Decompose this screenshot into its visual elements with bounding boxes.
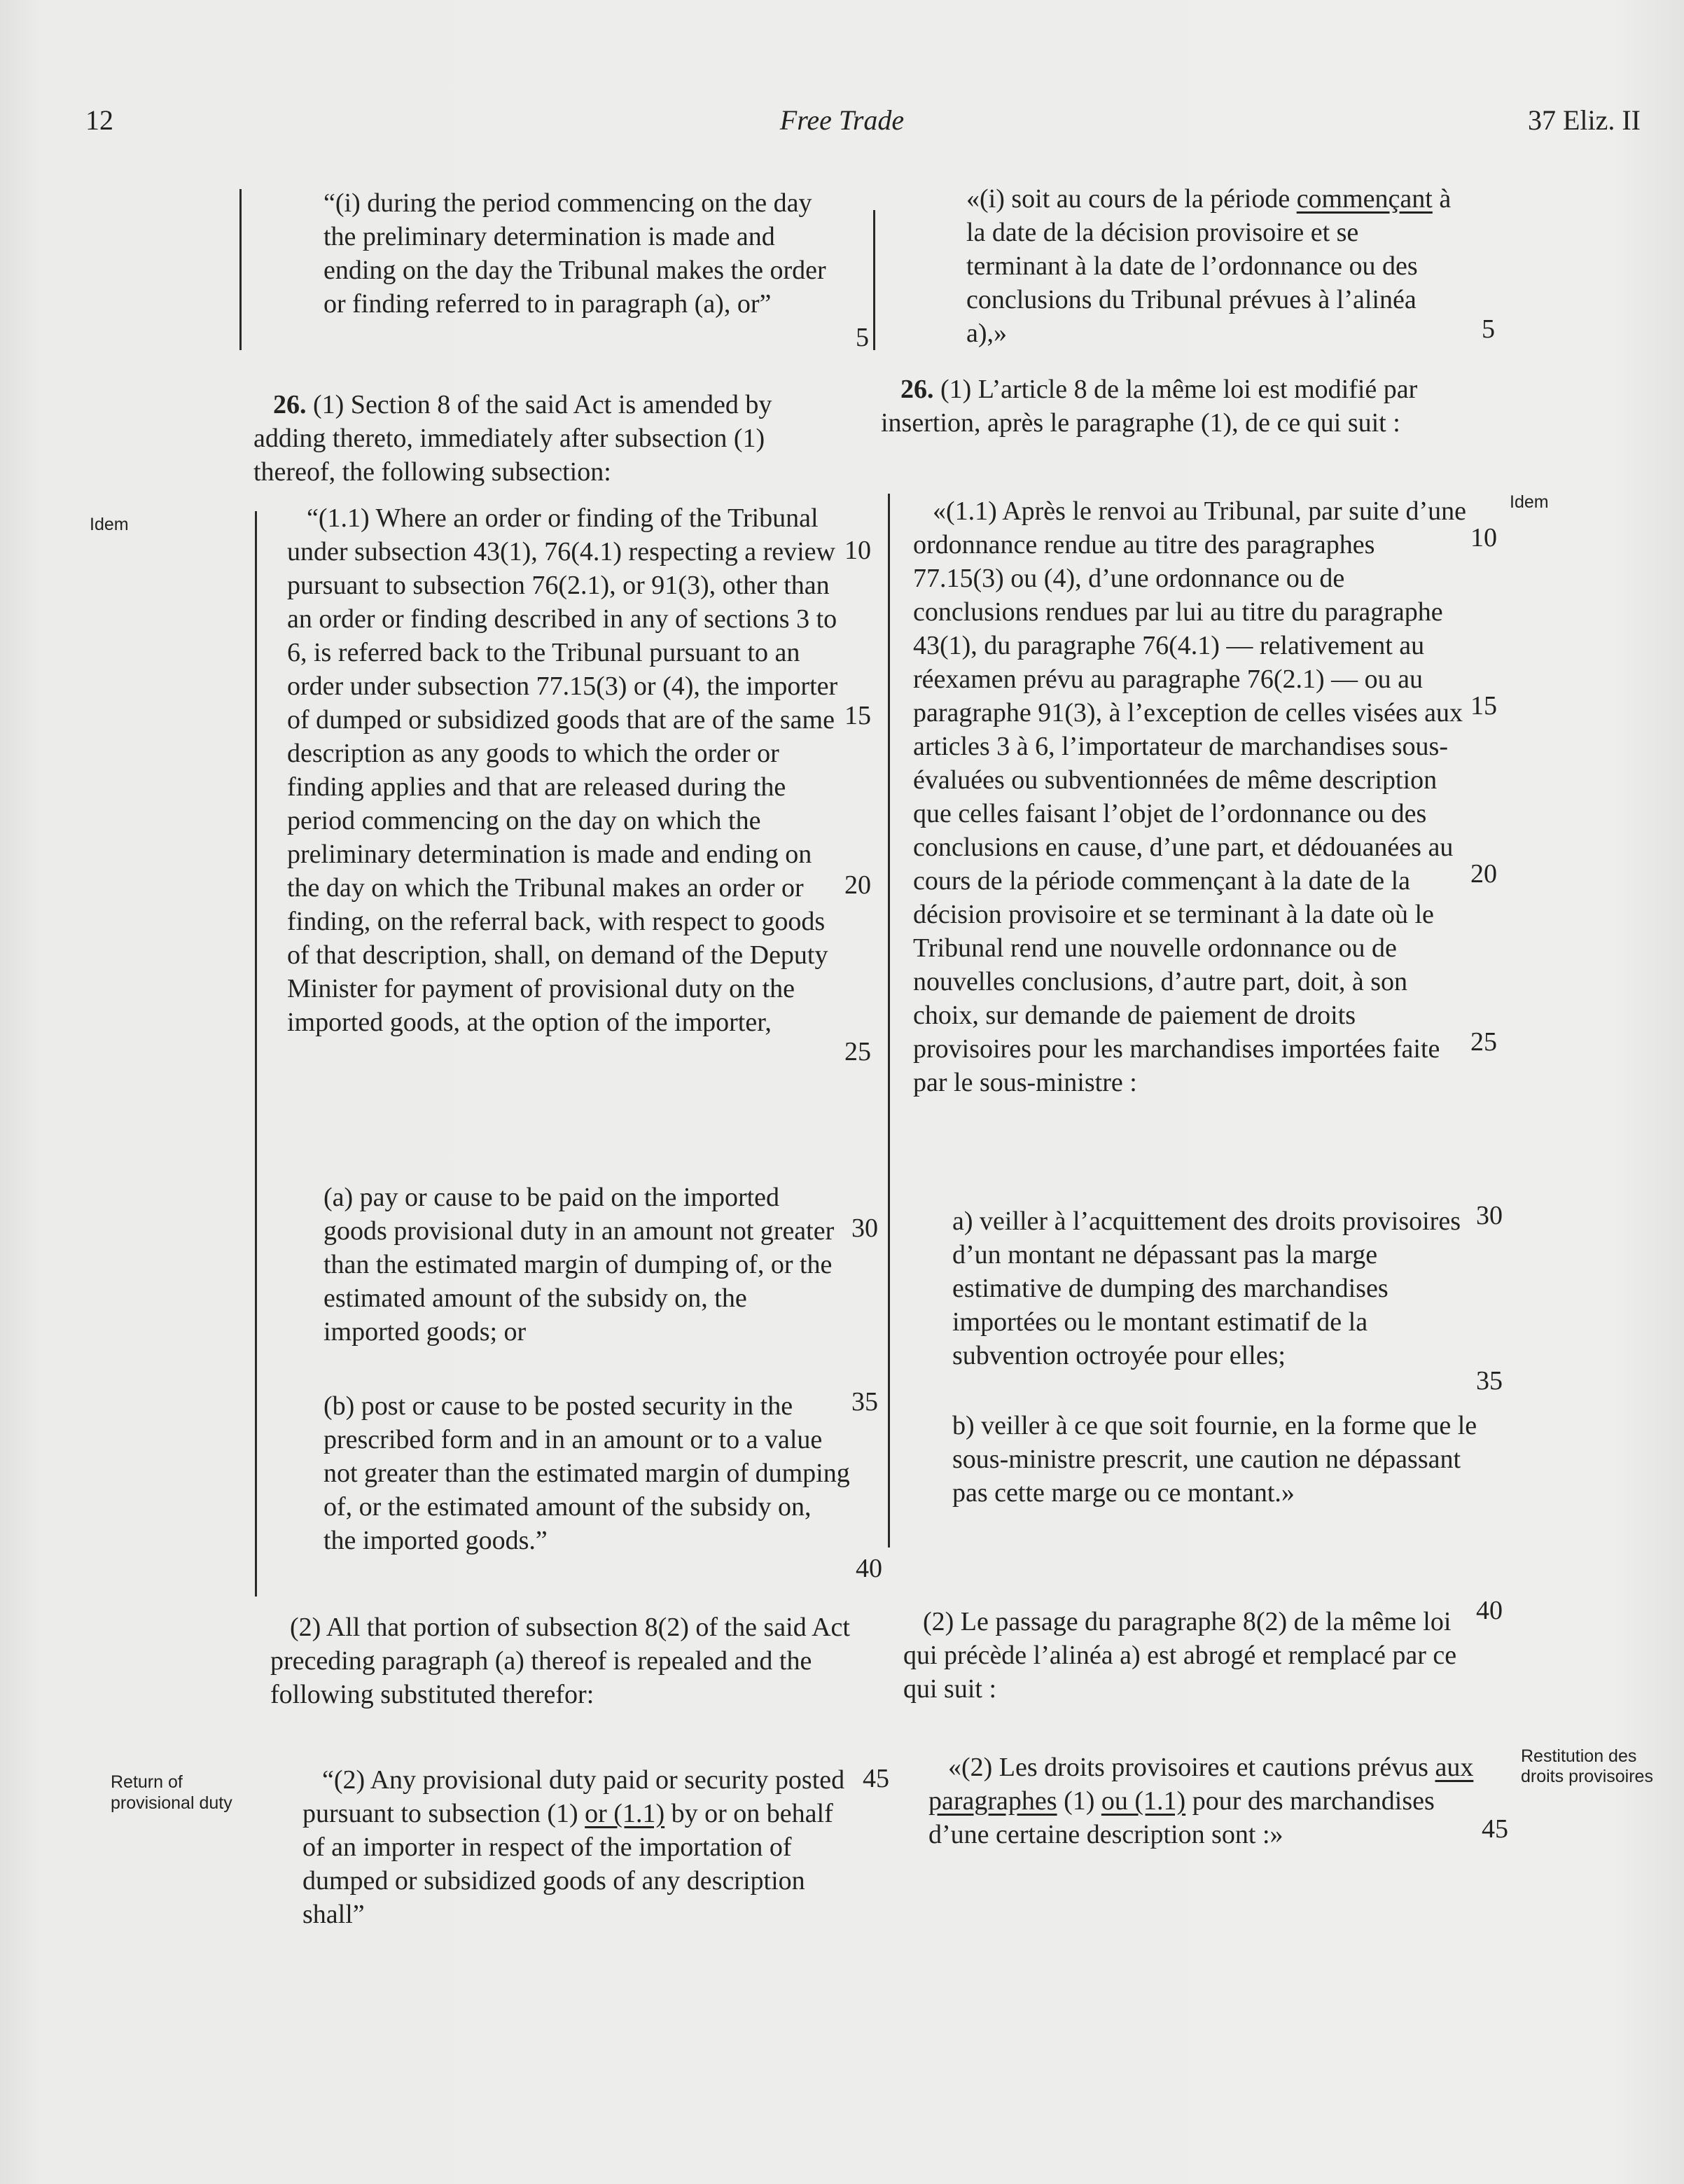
margin-note-return-fr: Restitution des droits provisoires	[1521, 1746, 1653, 1786]
en-amendment-underline: or (1.1)	[585, 1799, 665, 1828]
fr-para-a: a) veiller à l’acquittement des droits provisoires d’un montant ne dépassant pas la marge estimative de dumping des marchandises importées ou le montant estimatif de la subvention octroyée pour elles;	[952, 1206, 1461, 1370]
page-number: 12	[85, 104, 113, 136]
line-number-en-35: 35	[851, 1387, 878, 1417]
regnal-year: 37 Eliz. II	[1527, 104, 1641, 136]
en-para-b: (b) post or cause to be posted security in the prescribed form and in an amount or to a value not greater than the estimated margin of dumping of, or the estimated amount of the subsidy on, the imported goods.”	[323, 1391, 850, 1555]
line-number-en-25: 25	[844, 1037, 871, 1066]
line-number-fr-45: 45	[1482, 1814, 1508, 1844]
line-number-fr-10: 10	[1470, 523, 1497, 552]
running-title: Free Trade	[779, 104, 905, 136]
fr-subsection-1-1: «(1.1) Après le renvoi au Tribunal, par suite d’une ordonnance rendue au titre des paragraphes 77.15(3) ou (4), d’une ordonnance ou de conclusions rendues par lui au titre du paragraphe 43(1), du paragraphe 76(4.1) — relativement au réexamen prévu au paragraphe 76(2.1) — ou au paragraphe 91(3), à l’exception de celles visées aux articles 3 à 6, l’importateur de marchandises sous-évaluées ou subventionnées de même description que celles faisant l’objet de l’ordonnance ou des conclusions en cause, d’une part, et dédouanées au cours de la période commençant à la date de la décision provisoire et se terminant à la date où le Tribunal rend une nouvelle ordonnance ou de nouvelles conclusions, d’autre part, doit, à son choix, sur demande de paiement de droits provisoires pour les marchandises importées faite par le sous-ministre :	[913, 496, 1466, 1097]
margin-note-return-en: Return of provisional duty	[111, 1772, 232, 1813]
en-para-a: (a) pay or cause to be paid on the imported goods provisional duty in an amount not greater than the estimated margin of dumping of, or the estimated amount of the subsidy on, the imported goods; or	[323, 1183, 835, 1347]
en-section-number: 26.	[273, 390, 307, 419]
fr-amendment-underline-2: aux paragraphes	[928, 1753, 1474, 1816]
fr-amendment-underline-3: ou (1.1)	[1101, 1786, 1186, 1816]
fr-amendment-underline-1: commençant	[1296, 184, 1433, 214]
en-subsection-2: “(2) Any provisional duty paid or security posted pursuant to subsection (1) or (1.1) by or on behalf of an importer in respect of the importation of dumped or subsidized goods of any description shall”	[302, 1765, 845, 1929]
line-number-fr-30: 30	[1476, 1201, 1503, 1230]
change-bar-fr-top	[873, 210, 875, 350]
fr-section-26-2: (2) Le passage du paragraphe 8(2) de la même loi qui précède l’alinéa a) est abrogé et remplacé par ce qui suit :	[903, 1607, 1457, 1704]
change-bar-en-main	[255, 511, 257, 1597]
line-number-fr-25: 25	[1470, 1027, 1497, 1057]
line-number-en-30: 30	[851, 1213, 878, 1243]
line-number-fr-15: 15	[1470, 691, 1497, 721]
margin-note-idem-fr: Idem	[1510, 492, 1549, 512]
fr-section-26-1: 26. (1) L’article 8 de la même loi est modifié par insertion, après le paragraphe (1), de ce qui suit :	[881, 375, 1418, 438]
line-number-en-5: 5	[856, 323, 869, 352]
line-number-en-15: 15	[844, 701, 871, 730]
fr-section-number: 26.	[900, 375, 934, 404]
line-number-en-45: 45	[863, 1764, 889, 1793]
fr-subsection-2: «(2) Les droits provisoires et cautions prévus aux paragraphes (1) ou (1.1) pour des marchandises d’une certaine description sont :»	[928, 1753, 1474, 1849]
change-bar-fr-main	[888, 494, 890, 1547]
line-number-en-40: 40	[856, 1554, 882, 1583]
fr-para-b: b) veiller à ce que soit fournie, en la forme que le sous-ministre prescrit, une caution ne dépassant pas cette marge ou ce montant.»	[952, 1411, 1477, 1508]
line-number-fr-5: 5	[1482, 314, 1495, 344]
en-section-26-1: 26. (1) Section 8 of the said Act is amended by adding thereto, immediately after subsection (1) thereof, the following subsection:	[253, 390, 772, 487]
change-bar-en-top	[239, 189, 242, 350]
margin-note-idem-en: Idem	[90, 515, 129, 534]
en-subsection-1-1: “(1.1) Where an order or finding of the Tribunal under subsection 43(1), 76(4.1) respecting a review pursuant to subsection 76(2.1), or 91(3), other than an order or finding described in any of sections 3 to 6, is referred back to the Tribunal pursuant to an order under subsection 77.15(3) or (4), the importer of dumped or subsidized goods that are of the same description as any goods to which the order or finding applies and that are released during the period commencing on the day on which the preliminary determination is made and ending on the day on which the Tribunal makes an order or finding, on the referral back, with respect to goods of that description, shall, on demand of the Deputy Minister for payment of provisional duty on the imported goods, at the option of the importer,	[287, 503, 838, 1037]
fr-para-i: «(i) soit au cours de la période commençant à la date de la décision provisoire et se terminant à la date de l’ordonnance ou des conclusions du Tribunal prévues à l’alinéa a),»	[966, 184, 1452, 348]
line-number-en-10: 10	[844, 536, 871, 565]
en-para-i: “(i) during the period commencing on the day the preliminary determination is made and ending on the day the Tribunal makes the order or finding referred to in paragraph (a), or”	[323, 188, 826, 319]
line-number-fr-40: 40	[1476, 1596, 1503, 1625]
en-section-26-2: (2) All that portion of subsection 8(2) of the said Act preceding paragraph (a) thereof is repealed and the following substituted therefor:	[270, 1613, 850, 1709]
line-number-en-20: 20	[844, 870, 871, 900]
line-number-fr-35: 35	[1476, 1366, 1503, 1396]
line-number-fr-20: 20	[1470, 859, 1497, 889]
